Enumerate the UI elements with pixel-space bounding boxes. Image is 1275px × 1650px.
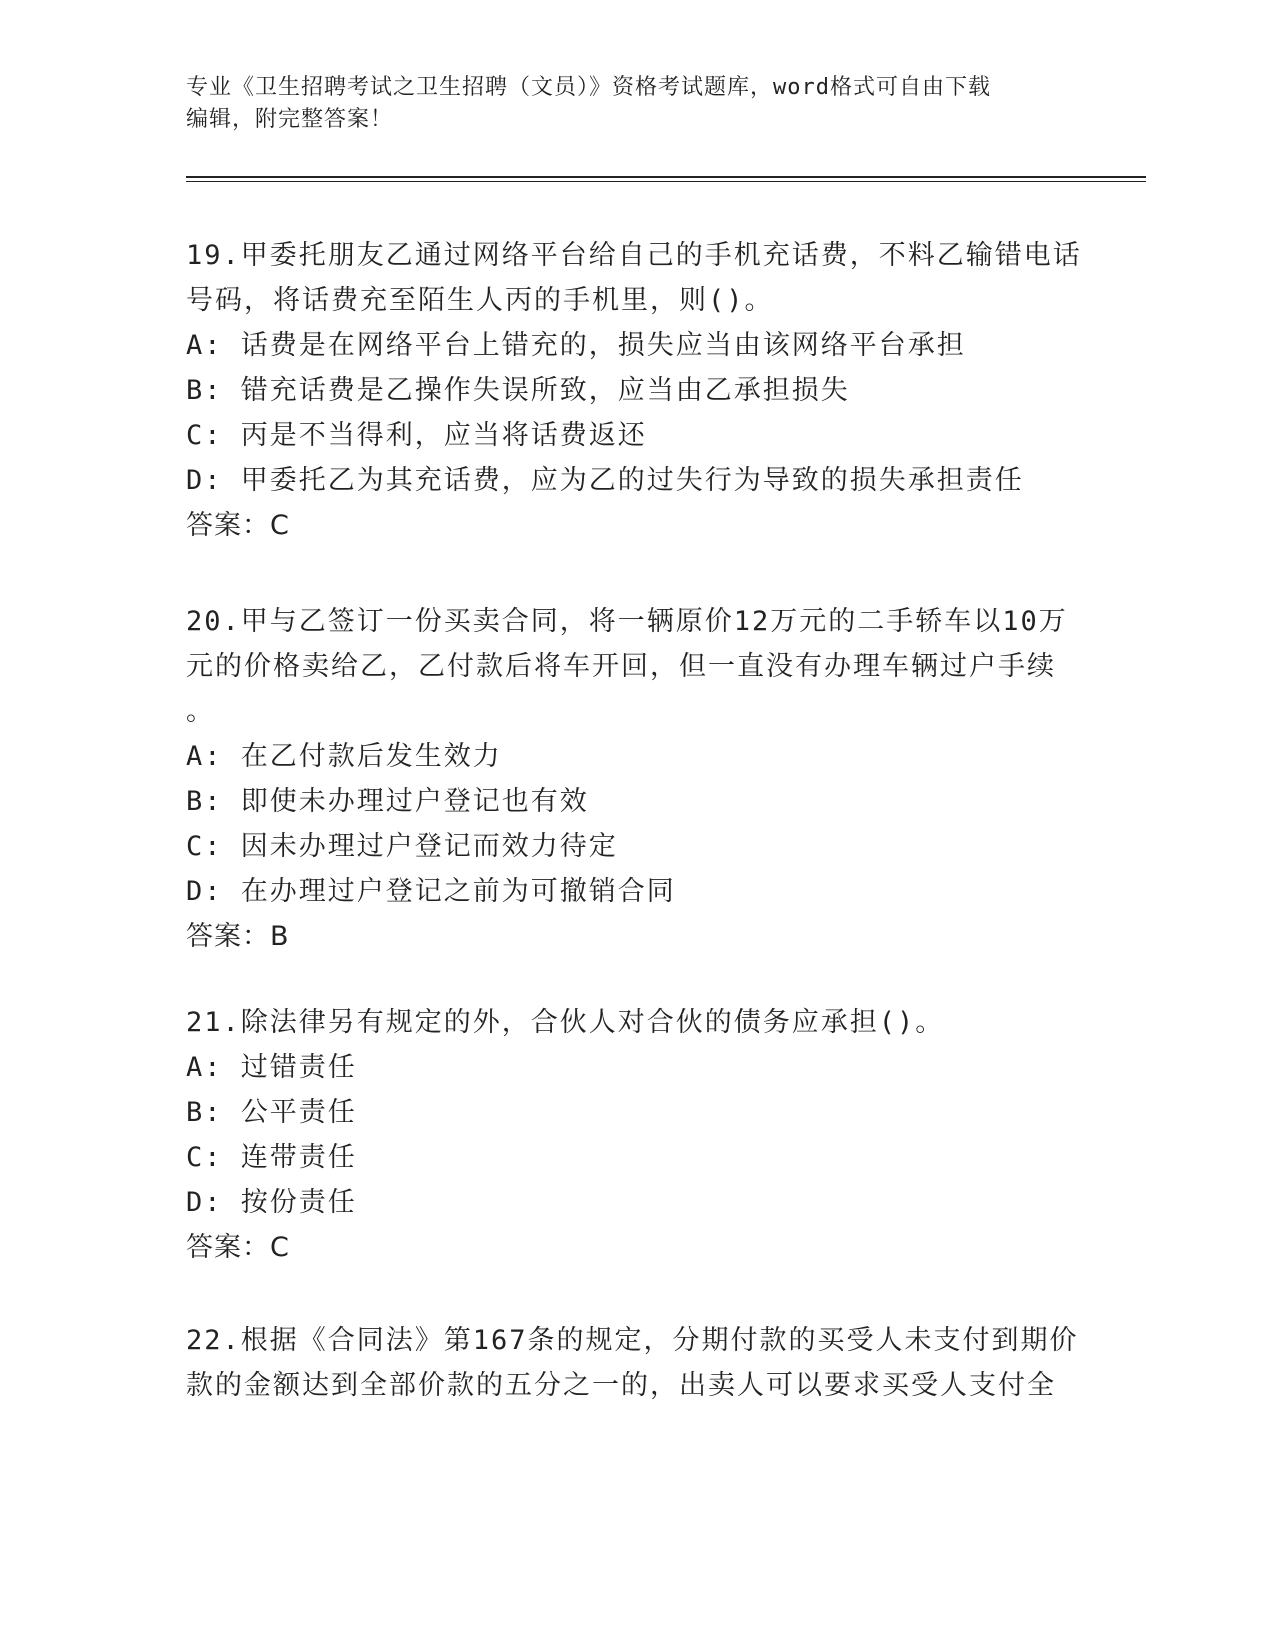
option-b: B: 错充话费是乙操作失误所致，应当由乙承担损失 bbox=[186, 375, 850, 406]
question-stem: 元的价格卖给乙，乙付款后将车开回，但一直没有办理车辆过户手续 bbox=[186, 651, 1056, 682]
question-stem: 。 bbox=[186, 696, 215, 727]
option-c: C: 连带责任 bbox=[186, 1142, 357, 1173]
option-a: A: 话费是在网络平台上错充的，损失应当由该网络平台承担 bbox=[186, 330, 966, 361]
question-stem: 款的金额达到全部价款的五分之一的，出卖人可以要求买受人支付全 bbox=[186, 1370, 1056, 1401]
question-21 bbox=[186, 1000, 1066, 1270]
option-c: C: 丙是不当得利，应当将话费返还 bbox=[186, 420, 647, 451]
question-22 bbox=[186, 1318, 1079, 1408]
answer: 答案：C bbox=[186, 510, 290, 541]
option-a: A: 在乙付款后发生效力 bbox=[186, 741, 502, 772]
option-d: D: 按份责任 bbox=[186, 1187, 357, 1218]
question-stem: 22.根据《合同法》第167条的规定，分期付款的买受人未支付到期价 bbox=[186, 1325, 1079, 1356]
answer: 答案：C bbox=[186, 1232, 290, 1263]
header-line: 专业《卫生招聘考试之卫生招聘（文员）》资格考试题库，word格式可自由下载 bbox=[186, 75, 991, 100]
question-stem: 21.除法律另有规定的外，合伙人对合伙的债务应承担()。 bbox=[186, 1007, 945, 1038]
document-header bbox=[186, 72, 1066, 136]
answer: 答案：B bbox=[186, 921, 290, 952]
question-19 bbox=[186, 233, 1082, 548]
option-b: B: 即使未办理过户登记也有效 bbox=[186, 786, 589, 817]
question-stem: 号码，将话费充至陌生人丙的手机里，则()。 bbox=[186, 285, 774, 316]
question-stem: 20.甲与乙签订一份买卖合同，将一辆原价12万元的二手轿车以10万 bbox=[186, 606, 1068, 637]
option-d: D: 甲委托乙为其充话费，应为乙的过失行为导致的损失承担责任 bbox=[186, 465, 1024, 496]
option-a: A: 过错责任 bbox=[186, 1052, 357, 1083]
header-line: 编辑，附完整答案！ bbox=[186, 107, 394, 132]
option-c: C: 因未办理过户登记而效力待定 bbox=[186, 831, 618, 862]
question-stem: 19.甲委托朋友乙通过网络平台给自己的手机充话费，不料乙输错电话 bbox=[186, 240, 1082, 271]
header-divider bbox=[186, 181, 1146, 182]
question-20 bbox=[186, 599, 1066, 959]
option-d: D: 在办理过户登记之前为可撤销合同 bbox=[186, 876, 676, 907]
option-b: B: 公平责任 bbox=[186, 1097, 357, 1128]
header-divider bbox=[186, 176, 1146, 178]
